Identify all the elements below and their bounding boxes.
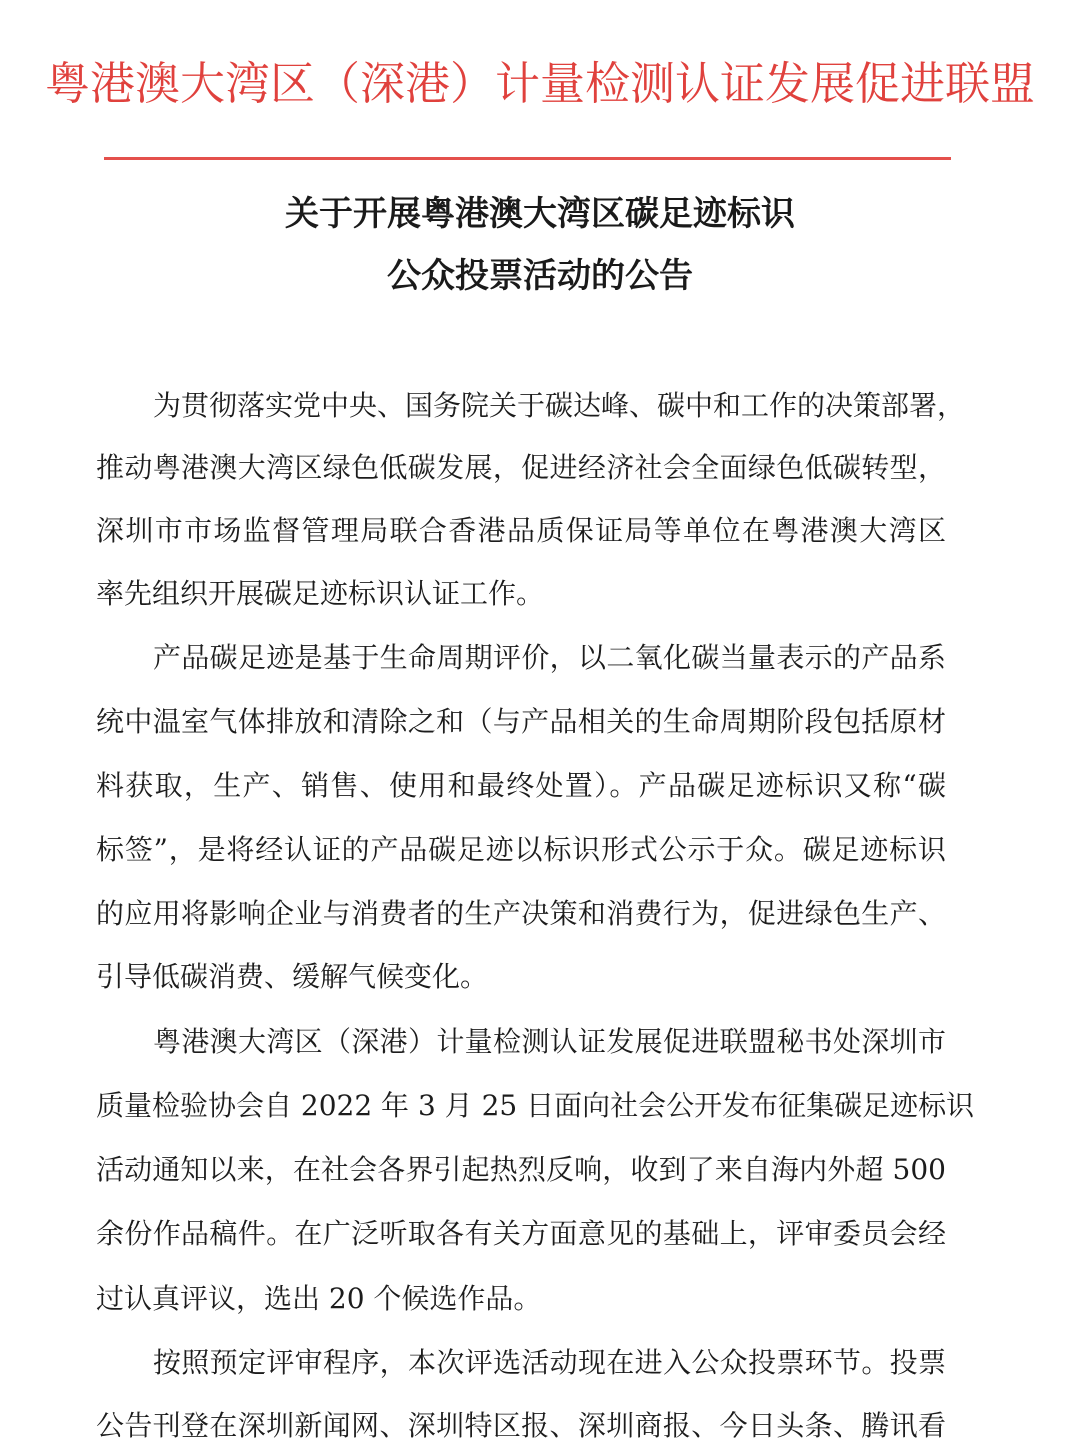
document-title-line-1: 关于开展粤港澳大湾区碳足迹标识	[285, 194, 795, 234]
paragraph-3-line-2: 质量检验协会自 2022 年 3 月 25 日面向社会公开发布征集碳足迹标识	[96, 1089, 975, 1122]
paragraph-3-line-1: 粤港澳大湾区（深港）计量检测认证发展促进联盟秘书处深圳市	[153, 1025, 946, 1058]
document-title-line-2: 公众投票活动的公告	[387, 256, 693, 296]
organization-letterhead: 粤港澳大湾区（深港）计量检测认证发展促进联盟	[44, 57, 1035, 110]
paragraph-4-line-2: 公告刊登在深圳新闻网、深圳特区报、深圳商报、今日头条、腾讯看	[96, 1409, 946, 1442]
paragraph-1-line-3: 深圳市市场监督管理局联合香港品质保证局等单位在粤港澳大湾区	[96, 514, 946, 547]
paragraph-1-line-2: 推动粤港澳大湾区绿色低碳发展，促进经济社会全面绿色低碳转型，	[96, 451, 946, 484]
paragraph-2-line-4: 标签”，是将经认证的产品碳足迹以标识形式公示于众。碳足迹标识	[96, 833, 946, 866]
paragraph-2-line-1: 产品碳足迹是基于生命周期评价，以二氧化碳当量表示的产品系	[153, 641, 946, 674]
paragraph-2-line-5: 的应用将影响企业与消费者的生产决策和消费行为，促进绿色生产、	[96, 897, 946, 930]
paragraph-2-line-2: 统中温室气体排放和清除之和（与产品相关的生命周期阶段包括原材	[96, 705, 946, 738]
paragraph-2-line-6: 引导低碳消费、缓解气候变化。	[96, 960, 489, 993]
paragraph-1-line-4: 率先组织开展碳足迹标识认证工作。	[96, 577, 545, 610]
letterhead-red-rule	[104, 157, 951, 160]
paragraph-3-line-3: 活动通知以来，在社会各界引起热烈反响，收到了来自海内外超 500	[96, 1153, 946, 1186]
paragraph-3-line-5: 过认真评议，选出 20 个候选作品。	[96, 1282, 542, 1315]
paragraph-2-line-3: 料获取，生产、销售、使用和最终处置）。产品碳足迹标识又称“碳	[96, 769, 946, 802]
paragraph-3-line-4: 余份作品稿件。在广泛听取各有关方面意见的基础上，评审委员会经	[96, 1217, 946, 1250]
paragraph-4-line-1: 按照预定评审程序，本次评选活动现在进入公众投票环节。投票	[153, 1346, 946, 1379]
paragraph-1-line-1: 为贯彻落实党中央、国务院关于碳达峰、碳中和工作的决策部署，	[153, 389, 966, 422]
